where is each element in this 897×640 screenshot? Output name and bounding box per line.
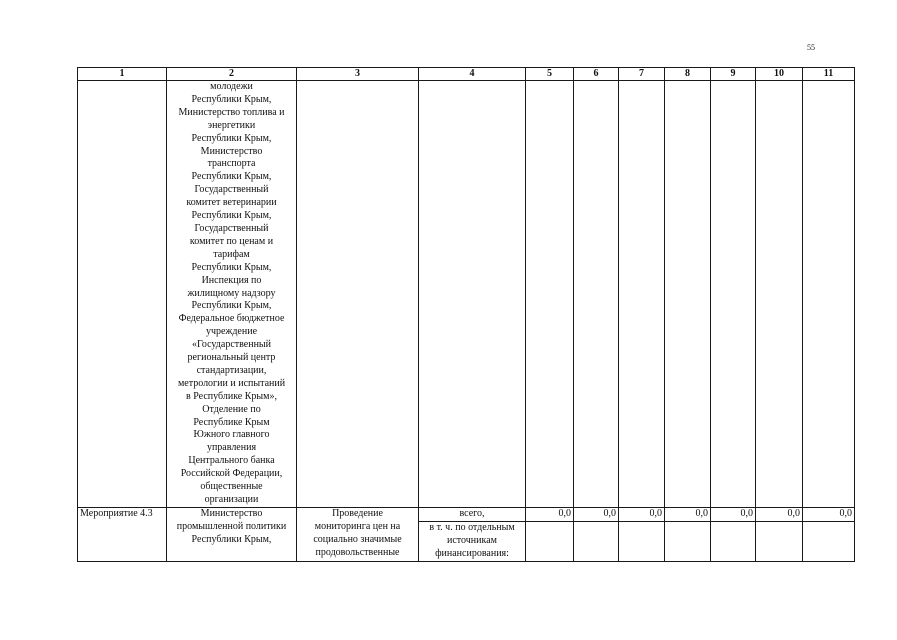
continuation-col-3 [297,81,419,508]
value-col-8: 0,0 [665,507,711,521]
continuation-col-5 [526,81,574,508]
executor-line: Инспекция по [201,274,262,286]
continuation-executors-cell [167,81,297,508]
executor-line: в Республике Крым», [186,390,277,402]
header-col-8: 8 [665,68,711,81]
header-col-6: 6 [574,68,619,81]
executor-line: Республики Крым, [191,261,272,273]
executor-line: Республике Крым [193,416,270,428]
executor-line: Центрального банка [188,455,275,467]
executor-line: транспорта [207,158,256,170]
executor-line: Российской Федерации, [180,468,283,480]
executor-line: Отделение по [202,403,261,415]
executor-line: Министерство топлива и [178,106,285,118]
executor-line: Республики Крым, [191,300,272,312]
header-col-5: 5 [526,68,574,81]
executor-line: Министерство [200,507,263,519]
executor-line: Республики Крым, [191,93,272,105]
executor-line: стандартизации, [196,364,267,376]
executor-line: региональный центр [187,352,276,364]
executor-line: «Государственный [191,339,272,351]
empty-col-6 [574,521,619,561]
funding-sources-label [419,521,526,561]
empty-col-11 [803,521,855,561]
funding-line: в т. ч. по отдельным [429,521,515,533]
empty-col-10 [756,521,803,561]
header-col-2: 2 [167,68,297,81]
executor-line: организации [204,494,259,505]
header-col-4: 4 [419,68,526,81]
continuation-col-1 [78,81,167,508]
executor-line: молодежи [210,81,253,92]
continuation-col-7 [619,81,665,508]
executor-line: общественные [200,481,263,493]
executor-line: Республики Крым, [191,171,272,183]
header-col-1: 1 [78,68,167,81]
event-description-cell [297,507,419,561]
event-executor-cell [167,507,297,561]
executor-line: Республики Крым, [191,533,272,545]
description-line: Проведение [332,507,383,519]
executor-line: Министерство [200,145,263,157]
executor-line: управления [206,442,257,454]
executor-line: промышленной политики [176,520,287,532]
continuation-col-9 [711,81,756,508]
funding-line: финансирования: [435,547,509,559]
empty-col-5 [526,521,574,561]
executor-line: Государственный [194,184,269,196]
program-activities-table [77,67,855,562]
value-col-6: 0,0 [574,507,619,521]
header-col-7: 7 [619,68,665,81]
funding-line: источникам [447,534,497,546]
description-line: продовольственные [315,546,400,558]
event-row-total [78,507,855,521]
empty-col-7 [619,521,665,561]
description-line: социально значимые [313,533,402,545]
executor-line: энергетики [207,119,256,131]
executor-line: тарифам [213,248,250,260]
executor-line: учреждение [205,326,258,338]
executor-line: Южного главного [193,429,270,441]
executor-line: жилищному надзору [187,287,276,299]
header-row [78,68,855,81]
value-col-10: 0,0 [756,507,803,521]
executor-line: Федеральное бюджетное [178,313,285,325]
continuation-col-4 [419,81,526,508]
funding-total-label: всего, [419,507,526,521]
executor-line: Республики Крым, [191,210,272,222]
executor-line: Государственный [194,222,269,234]
continuation-col-11 [803,81,855,508]
executor-line: комитет по ценам и [189,235,274,247]
page-number: 55 [807,43,815,52]
executor-line: Республики Крым, [191,132,272,144]
value-col-9: 0,0 [711,507,756,521]
empty-col-8 [665,521,711,561]
value-col-5: 0,0 [526,507,574,521]
event-id-cell: Мероприятие 4.3 [78,507,167,561]
header-col-3: 3 [297,68,419,81]
header-col-11: 11 [803,68,855,81]
executor-line: метрологии и испытаний [177,377,286,389]
continuation-col-10 [756,81,803,508]
executor-line: комитет ветеринарии [186,197,277,209]
header-col-10: 10 [756,68,803,81]
value-col-7: 0,0 [619,507,665,521]
description-line: мониторинга цен на [314,520,401,532]
header-col-9: 9 [711,68,756,81]
continuation-col-6 [574,81,619,508]
continuation-row [78,81,855,508]
empty-col-9 [711,521,756,561]
continuation-col-8 [665,81,711,508]
value-col-11: 0,0 [803,507,855,521]
